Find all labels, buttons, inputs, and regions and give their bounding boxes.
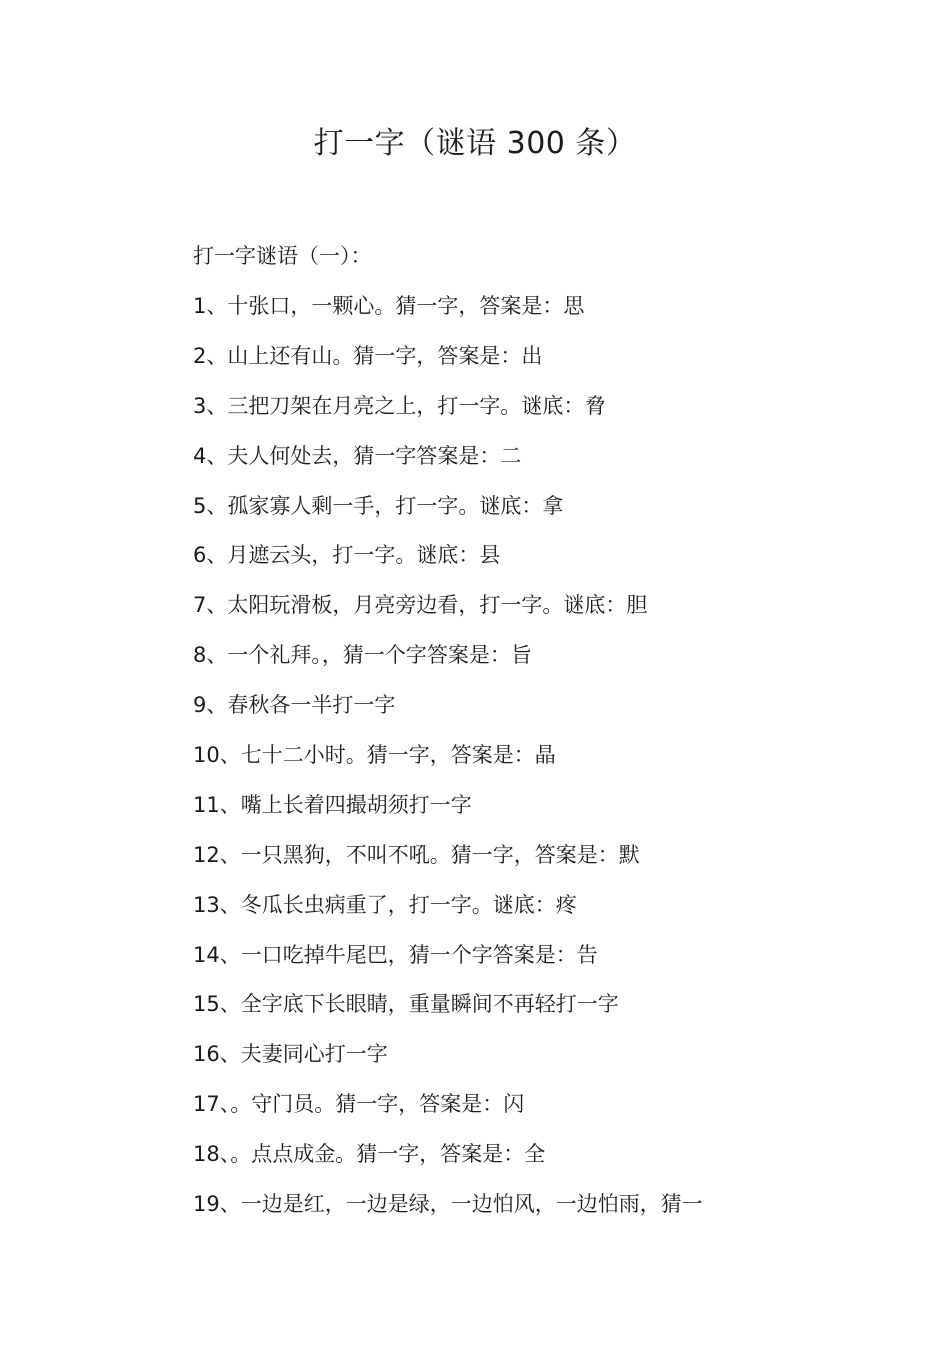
riddle-item: 16、夫妻同心打一字 xyxy=(193,1042,388,1067)
riddle-item: 12、一只黑狗，不叫不吼。猜一字，答案是：默 xyxy=(193,842,640,867)
riddle-item: 4、夫人何处去，猜一字答案是：二 xyxy=(193,443,522,468)
riddle-item: 18、。点点成金。猜一字，答案是：全 xyxy=(193,1142,546,1167)
riddle-item: 15、全字底下长眼睛，重量瞬间不再轻打一字 xyxy=(193,992,619,1017)
riddle-item: 9、春秋各一半打一字 xyxy=(193,693,396,718)
riddle-item: 17、。守门员。猜一字，答案是：闪 xyxy=(193,1092,525,1117)
riddle-item: 13、冬瓜长虫病重了，打一字。谜底：疼 xyxy=(193,892,577,917)
riddle-item: 19、一边是红，一边是绿，一边怕风，一边怕雨，猜一 xyxy=(193,1192,703,1217)
riddle-item: 10、七十二小时。猜一字，答案是：晶 xyxy=(193,743,556,768)
riddle-item: 1、十张口，一颗心。猜一字，答案是：思 xyxy=(193,294,585,318)
riddle-item: 3、三把刀架在月亮之上，打一字。谜底：脅 xyxy=(193,393,606,418)
riddle-item: 7、太阳玩滑板，月亮旁边看，打一字。谜底：胆 xyxy=(193,593,648,618)
page-title: 打一字（谜语 300 条） xyxy=(313,126,637,161)
riddle-item: 5、孤家寡人剩一手，打一字。谜底：拿 xyxy=(193,493,564,518)
riddle-item: 14、一口吃掉牛尾巴，猜一个字答案是：告 xyxy=(193,942,598,967)
riddle-item: 6、月遮云头，打一字。谜底：县 xyxy=(193,543,501,568)
section-heading: 打一字谜语（一）： xyxy=(193,244,372,268)
riddle-list xyxy=(193,291,703,1239)
riddle-item: 2、山上还有山。猜一字，答案是：出 xyxy=(193,343,543,368)
riddle-item: 8、一个礼拜。，猜一个字答案是：旨 xyxy=(193,643,532,668)
riddle-item: 11、嘴上长着四撮胡须打一字 xyxy=(193,792,472,817)
